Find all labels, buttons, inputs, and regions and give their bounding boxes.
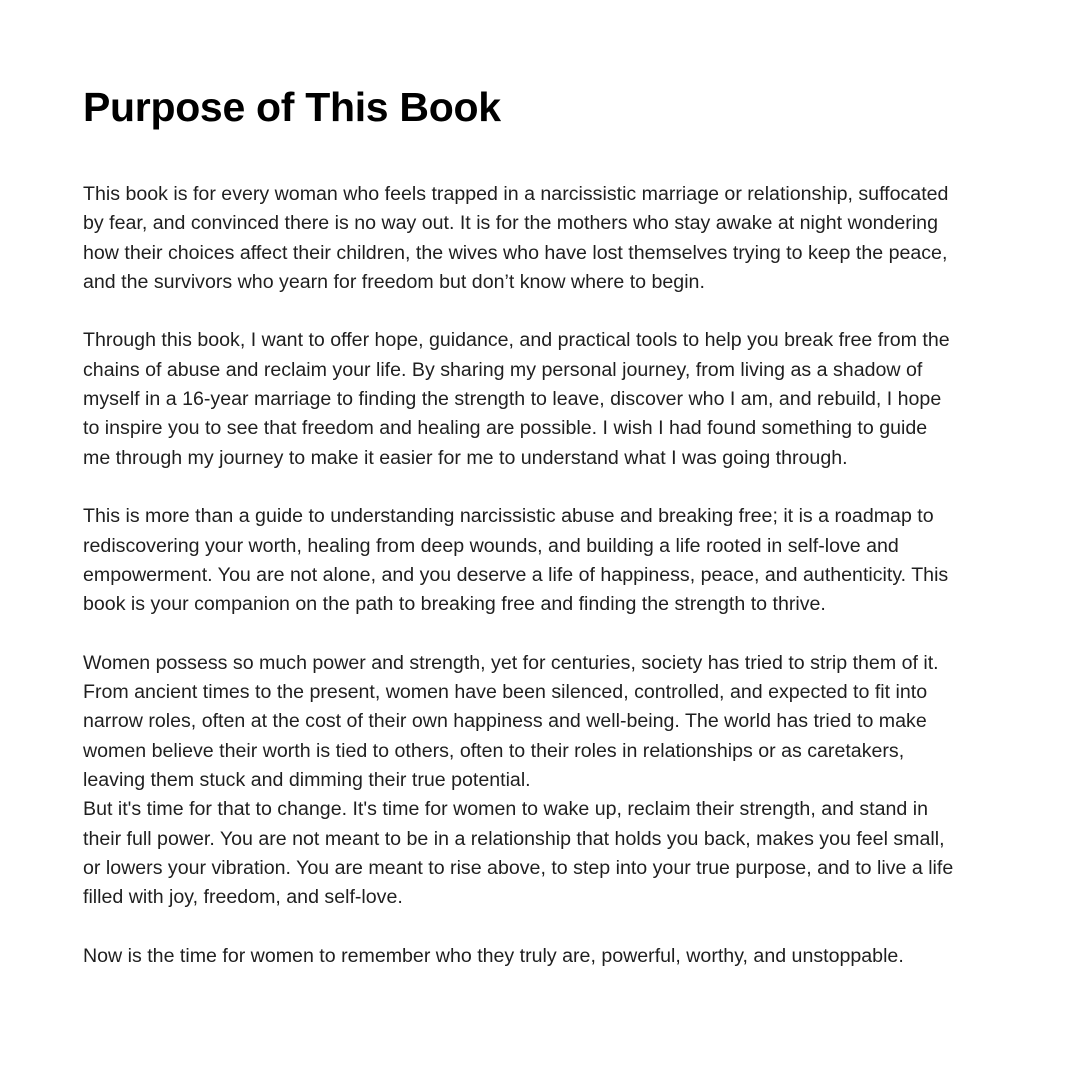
paragraph-intro [83,180,1023,297]
text-line: From ancient times to the present, women have been silenced, controlled, and expected to fit into [83,681,928,704]
text-line: empowerment. You are not alone, and you deserve a life of happiness, peace, and authenticity. This [83,563,949,586]
text-line: narrow roles, often at the cost of their own happiness and well-being. The world has tried to make [83,710,927,733]
text-line: This is more than a guide to understanding narcissistic abuse and breaking free; it is a roadmap to [83,505,934,528]
text-line: women believe their worth is tied to others, often to their roles in relationships or as caretakers, [83,739,905,762]
page-title: Purpose of This Book [83,84,501,130]
paragraph-hope-guidance [83,326,1023,472]
paragraph-time-to-change [83,795,1023,912]
text-line: their full power. You are not meant to be in a relationship that holds you back, makes you feel small, [83,827,945,850]
text-line: Women possess so much power and strength, yet for centuries, society has tried to strip them of it. [83,651,939,674]
paragraph-closing [83,942,1023,971]
text-line: me through my journey to make it easier for me to understand what I was going through. [83,446,848,469]
text-line: book is your companion on the path to breaking free and finding the strength to thrive. [83,593,826,616]
text-line: Now is the time for women to remember who they truly are, powerful, worthy, and unstoppable. [83,944,904,967]
text-line: filled with joy, freedom, and self-love. [83,886,403,909]
text-line: by fear, and convinced there is no way out. It is for the mothers who stay awake at night wondering [83,212,938,235]
paragraph-women-power [83,649,1023,795]
text-line: how their choices affect their children, the wives who have lost themselves trying to keep the peace, [83,241,948,264]
text-line: This book is for every woman who feels trapped in a narcissistic marriage or relationship, suffocated [83,183,949,205]
paragraph-roadmap [83,502,1023,619]
text-line: myself in a 16-year marriage to finding the strength to leave, discover who I am, and rebuild, I hope [83,388,942,411]
text-line: to inspire you to see that freedom and healing are possible. I wish I had found something to guide [83,417,928,440]
text-line: or lowers your vibration. You are meant to rise above, to step into your true purpose, and to live a life [83,856,954,879]
text-line: chains of abuse and reclaim your life. By sharing my personal journey, from living as a shadow of [83,358,923,381]
text-line: and the survivors who yearn for freedom but don’t know where to begin. [83,270,705,293]
text-line: rediscovering your worth, healing from deep wounds, and building a life rooted in self-love and [83,534,899,557]
text-line: Through this book, I want to offer hope, guidance, and practical tools to help you break free from the [83,329,950,352]
document-body [83,180,1023,971]
text-line: leaving them stuck and dimming their true potential. [83,768,531,791]
text-line: But it's time for that to change. It's time for women to wake up, reclaim their strength, and stand in [83,798,928,821]
